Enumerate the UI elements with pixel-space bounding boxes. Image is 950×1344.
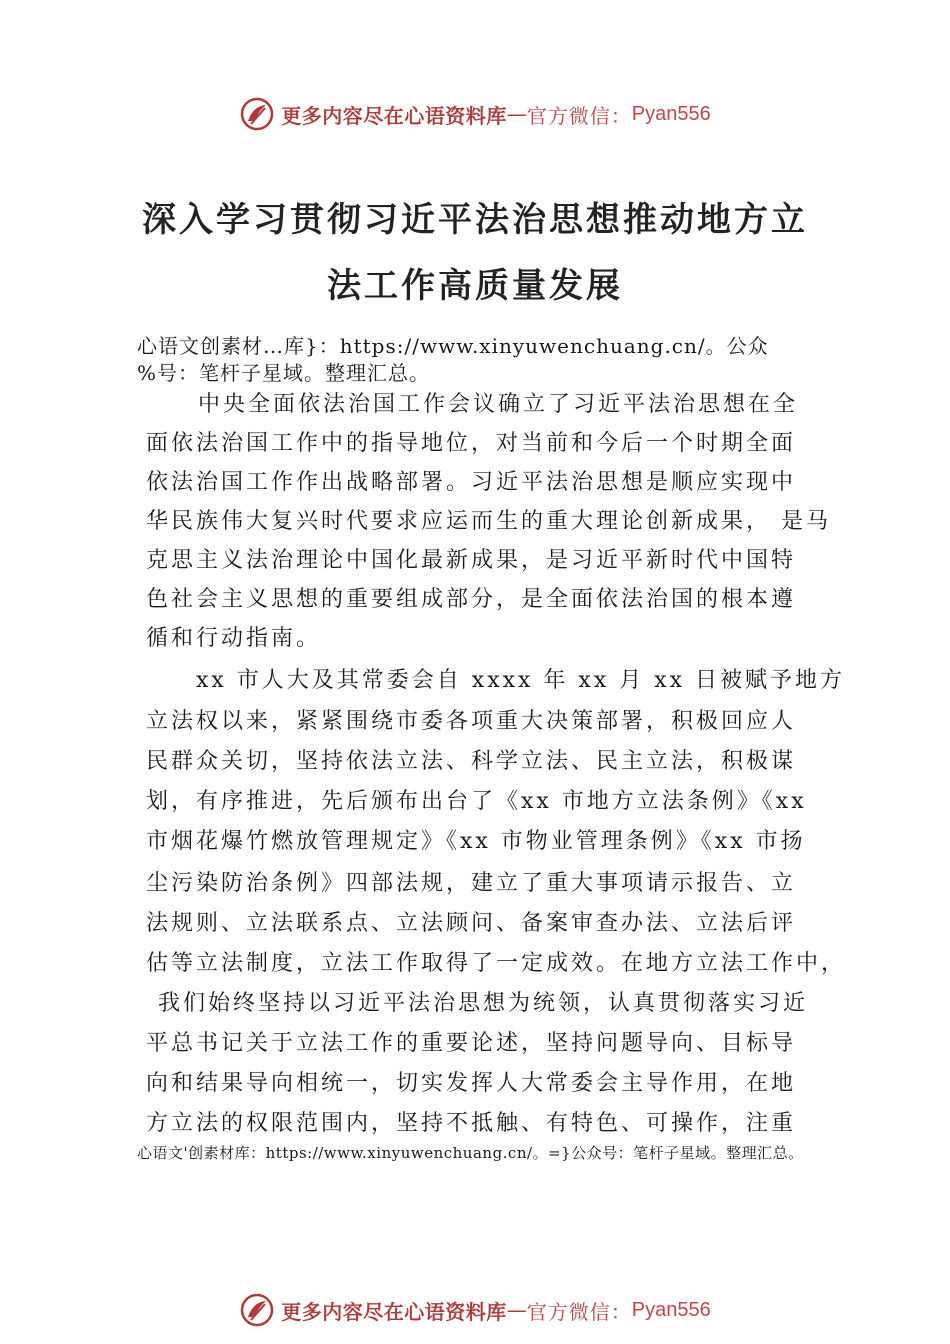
body-line: 立法权以来，紧紧围绕市委各项重大决策部署，积极回应人 — [146, 709, 797, 734]
body-line: 平总书记关于立法工作的重要论述，坚持问题导向、目标导 — [146, 1031, 797, 1056]
body-line: 方立法的权限范围内，坚持不抵触、有特色、可操作，注重 — [146, 1111, 797, 1136]
footer-source-note: 心语文'创素材库：https://www.xinyuwenchuang.cn/。=}公众号：笔杆子星域。整理汇总。 — [137, 1144, 804, 1162]
document-title-line-2: 法工作高质量发展 — [327, 266, 623, 306]
source-line-2: %号：笔杆子星域。整理汇总。 — [137, 361, 431, 385]
banner-wechat-id: Pyan556 — [631, 1298, 711, 1321]
body-line: 面依法治国工作中的指导地位，对当前和今后一个时期全面 — [146, 431, 797, 456]
banner-wechat-label: 官方微信： — [526, 103, 632, 128]
banner-separator: — — [506, 102, 527, 126]
body-line: xx 市人大及其常委会自 xxxx 年 xx 月 xx 日被赋予地方 — [196, 668, 846, 693]
body-line: 依法治国工作作出战略部署。习近平法治思想是顺应实现中 — [146, 470, 797, 495]
body-line: 循和行动指南。 — [146, 626, 322, 651]
banner-slogan: 更多内容尽在心语资料库 — [281, 103, 507, 128]
body-line: 华民族伟大复兴时代要求应运而生的重大理论创新成果， 是马 — [146, 509, 831, 534]
body-line: 划，有序推进，先后颁布出台了《xx 市地方立法条例》《xx — [146, 789, 807, 814]
body-line: 我们始终坚持以习近平法治思想为统领，认真贯彻落实习近 — [158, 991, 809, 1016]
brand-logo-icon — [239, 1292, 275, 1328]
banner-wechat-label: 官方微信： — [526, 1299, 632, 1324]
body-line: 法规则、立法联系点、立法顾问、备案审查办法、立法后评 — [146, 911, 797, 936]
bottom-banner — [0, 1288, 950, 1332]
banner-slogan: 更多内容尽在心语资料库 — [281, 1299, 507, 1324]
banner-wechat-id: Pyan556 — [631, 102, 711, 125]
document-title-line-1: 深入学习贯彻习近平法治思想推动地方立 — [142, 200, 808, 240]
banner-separator: — — [506, 1298, 527, 1322]
body-line: 色社会主义思想的重要组成部分，是全面依法治国的根本遵 — [146, 587, 797, 612]
body-line: 市烟花爆竹燃放管理规定》《xx 市物业管理条例》《xx 市扬 — [146, 829, 806, 854]
body-line: 向和结果导向相统一，切实发挥人大常委会主导作用，在地 — [146, 1071, 797, 1096]
source-line-1: 心语文创素材…库}：https://www.xinyuwenchuang.cn/。公众 — [137, 334, 769, 358]
body-line: 中央全面依法治国工作会议确立了习近平法治思想在全 — [198, 392, 799, 417]
body-line: 克思主义法治理论中国化最新成果，是习近平新时代中国特 — [146, 548, 797, 573]
body-line: 尘污染防治条例》四部法规，建立了重大事项请示报告、立 — [146, 871, 797, 896]
top-banner — [0, 92, 950, 136]
brand-logo-icon — [239, 96, 275, 132]
body-line: 民群众关切，坚持依法立法、科学立法、民主立法，积极谋 — [146, 749, 797, 774]
body-line: 估等立法制度，立法工作取得了一定成效。在地方立法工作中， — [146, 951, 847, 976]
